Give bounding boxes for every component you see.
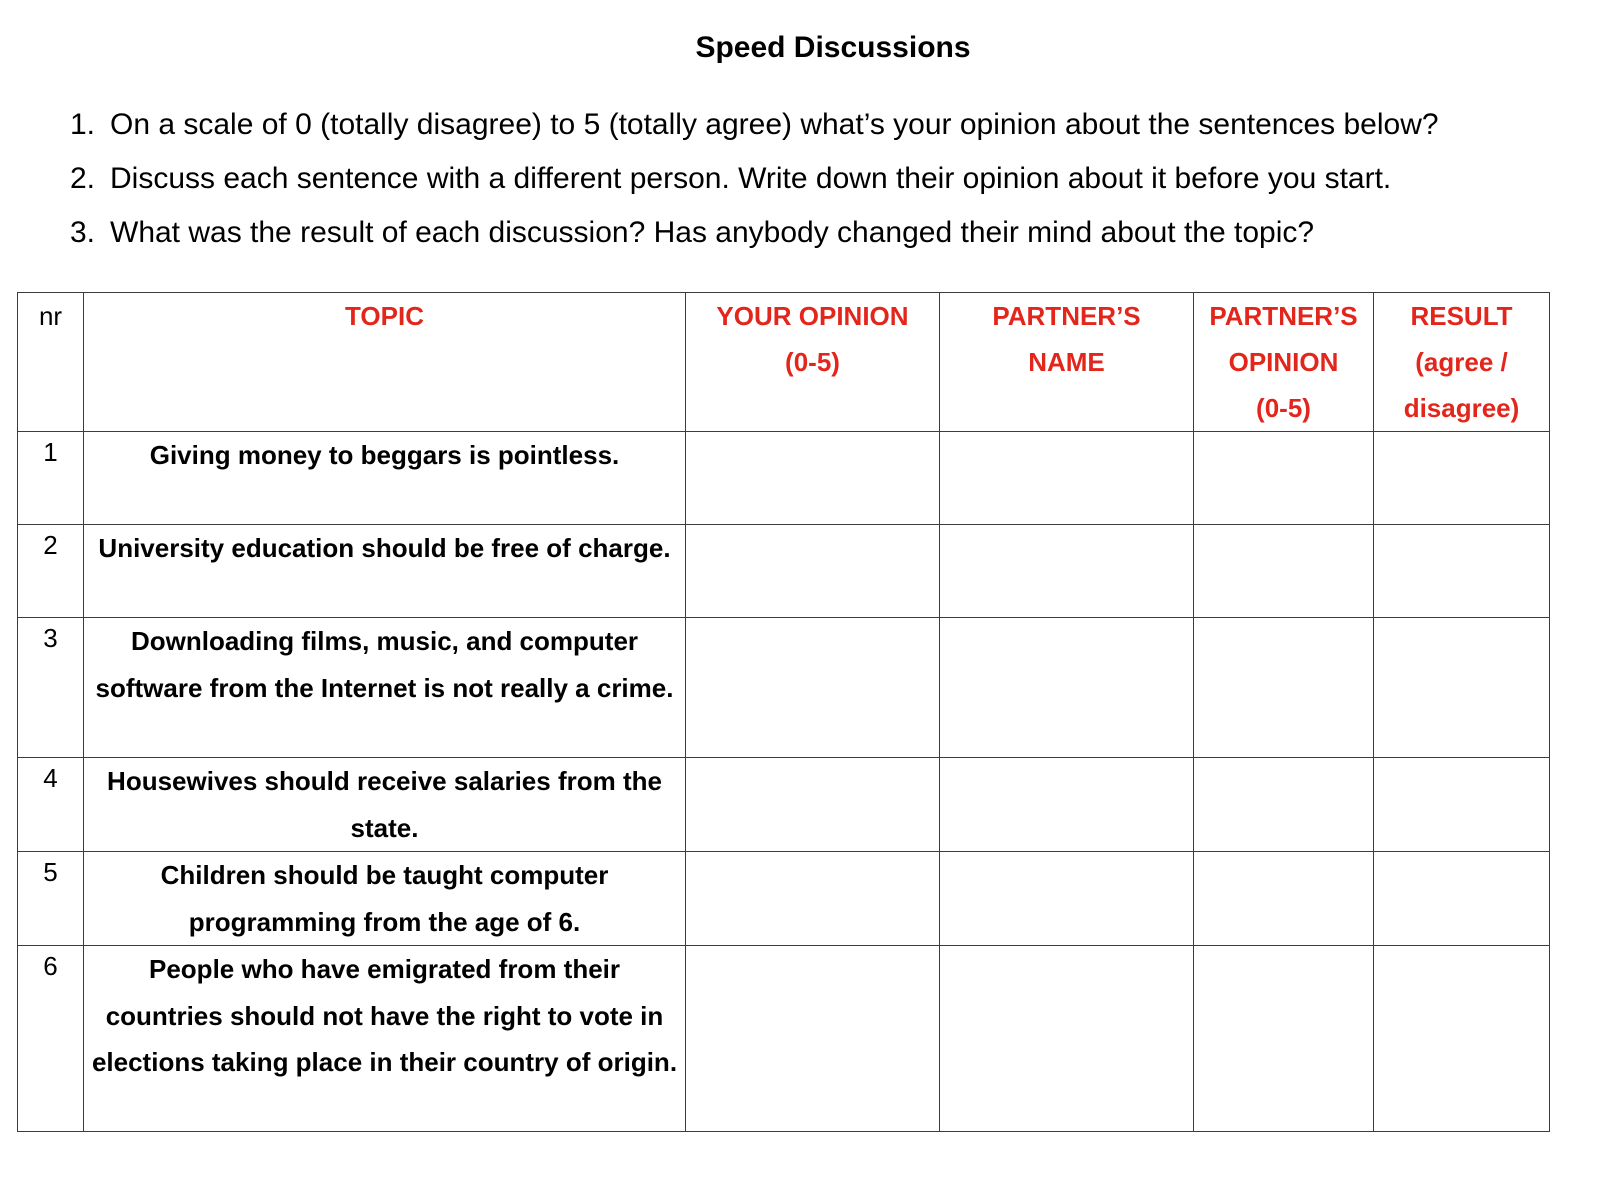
result-cell[interactable] — [1374, 946, 1550, 1132]
header-your-opinion-line: (0-5) — [785, 347, 840, 377]
table-row — [18, 946, 1550, 1132]
your-opinion-cell[interactable] — [686, 618, 940, 758]
row-topic: Giving money to beggars is pointless. — [84, 432, 686, 525]
instruction-number: 1. — [70, 108, 96, 141]
partners-name-cell[interactable] — [940, 946, 1194, 1132]
row-topic: Downloading films, music, and computer software from the Internet is not really a crime. — [84, 618, 686, 758]
partners-opinion-cell[interactable] — [1194, 525, 1374, 618]
header-partners-name-line: NAME — [1028, 347, 1105, 377]
partners-opinion-cell[interactable] — [1194, 432, 1374, 525]
table-row — [18, 618, 1550, 758]
table-row — [18, 852, 1550, 946]
partners-name-cell[interactable] — [940, 432, 1194, 525]
your-opinion-cell[interactable] — [686, 758, 940, 852]
table-row — [18, 525, 1550, 618]
instruction-item — [70, 152, 1570, 206]
instruction-item — [70, 206, 1570, 260]
your-opinion-cell[interactable] — [686, 946, 940, 1132]
column-header-result — [1374, 293, 1550, 432]
partners-opinion-cell[interactable] — [1194, 618, 1374, 758]
instruction-number: 3. — [70, 216, 96, 249]
row-number: 3 — [18, 618, 84, 758]
header-partners-opinion-line: (0-5) — [1256, 393, 1311, 423]
partners-name-cell[interactable] — [940, 758, 1194, 852]
partners-name-cell[interactable] — [940, 618, 1194, 758]
instruction-text: On a scale of 0 (totally disagree) to 5 (totally agree) what’s your opinion about the sentences below? — [110, 108, 1439, 141]
row-topic: People who have emigrated from their countries should not have the right to vote in elections taking place in their country of origin. — [84, 946, 686, 1132]
row-number: 4 — [18, 758, 84, 852]
your-opinion-cell[interactable] — [686, 525, 940, 618]
row-topic: University education should be free of charge. — [84, 525, 686, 618]
partners-opinion-cell[interactable] — [1194, 852, 1374, 946]
result-cell[interactable] — [1374, 618, 1550, 758]
table-row — [18, 432, 1550, 525]
result-cell[interactable] — [1374, 758, 1550, 852]
row-number: 2 — [18, 525, 84, 618]
row-topic: Children should be taught computer programming from the age of 6. — [84, 852, 686, 946]
table-row — [18, 758, 1550, 852]
column-header-partners-name — [940, 293, 1194, 432]
column-header-topic — [84, 293, 686, 432]
result-cell[interactable] — [1374, 525, 1550, 618]
row-number: 5 — [18, 852, 84, 946]
partners-opinion-cell[interactable] — [1194, 946, 1374, 1132]
your-opinion-cell[interactable] — [686, 432, 940, 525]
your-opinion-cell[interactable] — [686, 852, 940, 946]
header-result-line: disagree) — [1403, 393, 1520, 423]
result-cell[interactable] — [1374, 432, 1550, 525]
row-number: 1 — [18, 432, 84, 525]
result-cell[interactable] — [1374, 852, 1550, 946]
header-topic-label: TOPIC — [345, 301, 424, 331]
header-partners-opinion-line: OPINION — [1228, 347, 1339, 377]
instruction-text: Discuss each sentence with a different person. Write down their opinion about it before you start. — [110, 162, 1392, 195]
instruction-text: What was the result of each discussion? Has anybody changed their mind about the topic? — [110, 216, 1315, 249]
header-nr-label: nr — [38, 301, 63, 331]
discussion-table — [17, 292, 1550, 1132]
column-header-nr — [18, 293, 84, 432]
partners-name-cell[interactable] — [940, 525, 1194, 618]
header-result-line: RESULT — [1410, 301, 1513, 331]
header-partners-opinion-line: PARTNER’S — [1209, 301, 1358, 331]
instruction-item — [70, 98, 1570, 152]
header-result-line: (agree / — [1415, 347, 1508, 377]
column-header-partners-opinion — [1194, 293, 1374, 432]
partners-opinion-cell[interactable] — [1194, 758, 1374, 852]
row-topic: Housewives should receive salaries from the state. — [84, 758, 686, 852]
instructions-list — [70, 98, 1570, 260]
row-number: 6 — [18, 946, 84, 1132]
instruction-number: 2. — [70, 162, 96, 195]
header-your-opinion-line: YOUR OPINION — [716, 301, 909, 331]
header-row — [18, 293, 1550, 432]
page-title: Speed Discussions — [695, 31, 971, 64]
column-header-your-opinion — [686, 293, 940, 432]
header-partners-name-line: PARTNER’S — [992, 301, 1141, 331]
partners-name-cell[interactable] — [940, 852, 1194, 946]
